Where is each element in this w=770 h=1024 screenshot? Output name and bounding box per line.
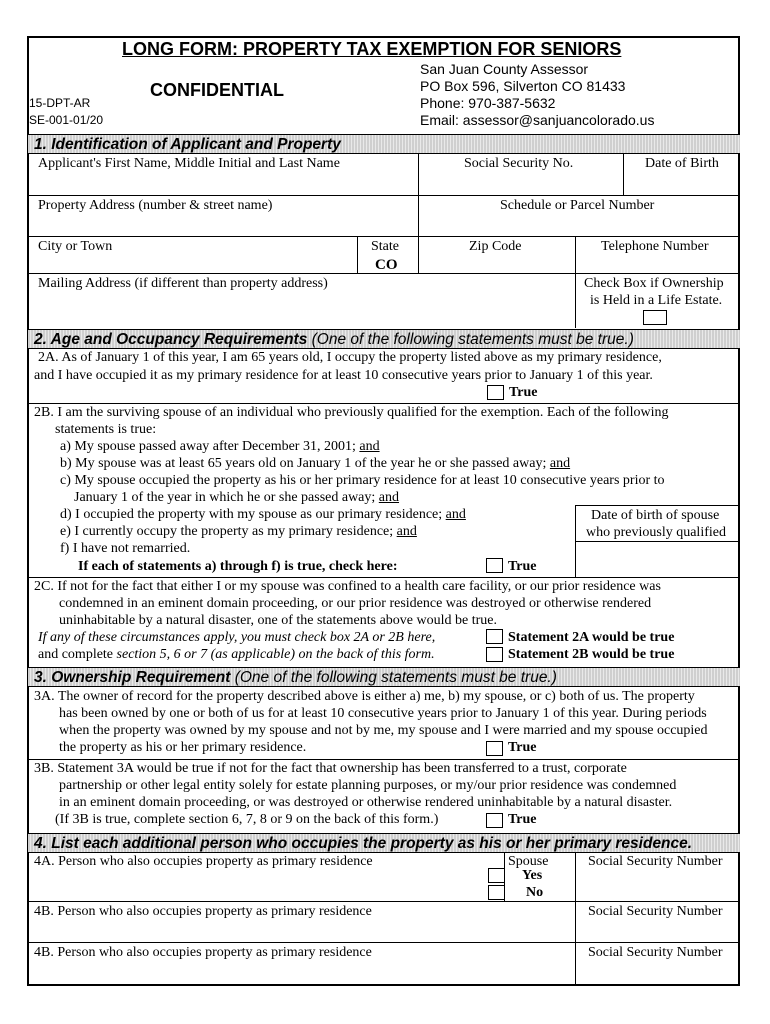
section2-heading-rest: (One of the following statements must be true.)	[307, 331, 634, 348]
s2b-a: a) My spouse passed away after December 31, 2001; and	[60, 439, 380, 454]
s2b-d: d) I occupied the property with my spouse as our primary residence; and	[60, 507, 466, 522]
confidential-label: CONFIDENTIAL	[150, 80, 284, 100]
applicant-name-field[interactable]: Applicant's First Name, Middle Initial and Last Name	[38, 156, 340, 171]
row-4b-person-field[interactable]: 4B. Person who also occupies property as primary residence	[34, 904, 372, 919]
s3b-true-label: True	[508, 812, 537, 827]
ssn-field[interactable]: Social Security No.	[464, 156, 574, 171]
s3b-true-checkbox[interactable]	[486, 813, 503, 828]
spouse-no-checkbox[interactable]	[488, 885, 505, 900]
s3b-line2: partnership or other legal entity solely for estate planning purposes, or my/our prior residence was condemned	[59, 778, 677, 793]
section1-heading-text: 1. Identification of Applicant and Property	[34, 136, 341, 153]
spouse-label: Spouse	[508, 854, 549, 869]
s3a-line2: has been owned by one or both of us for at least 10 consecutive years prior to January 1 of this year. During periods	[59, 706, 707, 721]
s2b-check-instruction: If each of statements a) through f) is true, check here:	[78, 559, 398, 574]
s2a-line2: and I have occupied it as my primary residence for at least 10 consecutive years prior to January 1 of this year.	[34, 368, 653, 383]
form-title: LONG FORM: PROPERTY TAX EXEMPTION FOR SENIORS	[122, 39, 622, 59]
s2c-line2: condemned in an eminent domain proceeding, or our prior residence was destroyed or otherwise rendered	[59, 596, 652, 611]
s3b-line4: (If 3B is true, complete section 6, 7, 8 or 9 on the back of this form.)	[55, 812, 439, 827]
spouse-no-label: No	[526, 885, 544, 900]
s2a-true-label: True	[509, 385, 538, 400]
row-4b2-person-field[interactable]: 4B. Person who also occupies property as primary residence	[34, 945, 372, 960]
s3a-line3: when the property was owned by my spouse and not by me, my spouse and I were married and my spouse occupied	[59, 723, 708, 738]
s2a-true-checkbox[interactable]	[487, 385, 504, 400]
s2c-note2: and complete section 5, 6 or 7 (as applicable) on the back of this form.	[38, 647, 435, 662]
s2b-b: b) My spouse was at least 65 years old on January 1 of the year he or she passed away; and	[60, 456, 571, 471]
s2b-e: e) I currently occupy the property as my primary residence; and	[60, 524, 417, 539]
stmt-2b-label: Statement 2B would be true	[508, 647, 675, 662]
assessor-address: PO Box 596, Silverton CO 81433	[420, 78, 626, 94]
section4-heading	[28, 833, 740, 853]
assessor-phone: Phone: 970-387-5632	[420, 95, 556, 111]
dob-field[interactable]: Date of Birth	[645, 156, 719, 171]
stmt-2b-checkbox[interactable]	[486, 647, 503, 662]
s3b-line3: in an eminent domain proceeding, or was destroyed or otherwise rendered uninhabitable by a natural disaster.	[59, 795, 673, 810]
section3-heading	[28, 667, 740, 687]
s2c-note1: If any of these circumstances apply, you must check box 2A or 2B here,	[38, 630, 436, 645]
s3a-true-label: True	[508, 740, 537, 755]
s2a-line1: 2A. As of January 1 of this year, I am 65 years old, I occupy the property listed above as my primary residence,	[38, 350, 662, 365]
assessor-name: San Juan County Assessor	[420, 61, 589, 77]
property-address-field[interactable]: Property Address (number & street name)	[38, 198, 273, 213]
row-4b-ssn-field[interactable]: Social Security Number	[588, 904, 723, 919]
s2b-true-checkbox[interactable]	[486, 558, 503, 573]
section3-heading-rest: (One of the following statements must be true.)	[230, 669, 557, 686]
s3b-line1: 3B. Statement 3A would be true if not for the fact that ownership has been transferred to a trust, corporate	[34, 761, 627, 776]
mailing-address-field[interactable]: Mailing Address (if different than property address)	[38, 276, 328, 291]
row-4a-person-field[interactable]: 4A. Person who also occupies property as primary residence	[34, 854, 373, 869]
s2b-c2: January 1 of the year in which he or she passed away; and	[74, 490, 400, 505]
s2b-line1: 2B. I am the surviving spouse of an individual who previously qualified for the exemption. Each of the following	[34, 405, 669, 420]
zip-field[interactable]: Zip Code	[469, 239, 522, 254]
life-estate-checkbox[interactable]	[643, 310, 667, 325]
section2-heading-bold: 2. Age and Occupancy Requirements	[34, 331, 308, 348]
life-estate-label-1: Check Box if Ownership	[584, 276, 724, 291]
s3a-line1: 3A. The owner of record for the property described above is either a) me, b) my spouse, or c) both of us. The property	[34, 689, 695, 704]
parcel-number-field[interactable]: Schedule or Parcel Number	[500, 198, 655, 213]
spouse-dob-label-2: who previously qualified	[586, 525, 726, 540]
s3a-true-checkbox[interactable]	[486, 741, 503, 756]
s2b-f: f) I have not remarried.	[60, 541, 191, 556]
city-field[interactable]: City or Town	[38, 239, 113, 254]
spouse-dob-field[interactable]	[577, 543, 739, 576]
section4-heading-text: 4. List each additional person who occupies the property as his or her primary residence.	[34, 835, 693, 852]
s2c-line3: uninhabitable by a natural disaster, one of the statements above would be true.	[59, 613, 497, 628]
s2b-true-label: True	[508, 559, 537, 574]
life-estate-label-2: is Held in a Life Estate.	[590, 293, 723, 308]
state-field-value[interactable]: CO	[375, 257, 398, 273]
spouse-yes-checkbox[interactable]	[488, 868, 505, 883]
state-field-label: State	[371, 239, 399, 254]
stmt-2a-label: Statement 2A would be true	[508, 630, 675, 645]
s2b-c1: c) My spouse occupied the property as his or her primary residence for at least 10 consecutive years prior to	[60, 473, 665, 488]
s2c-line1: 2C. If not for the fact that either I or my spouse was confined to a health care facility, or our prior residence was	[34, 579, 661, 594]
form-code-1: 15-DPT-AR	[29, 96, 91, 110]
telephone-field[interactable]: Telephone Number	[601, 239, 709, 254]
row-4a-ssn-field[interactable]: Social Security Number	[588, 854, 723, 869]
section2-heading	[28, 329, 740, 349]
form-code-2: SE-001-01/20	[29, 113, 104, 127]
assessor-email[interactable]: Email: assessor@sanjuancolorado.us	[420, 112, 655, 128]
s2b-line2: statements is true:	[55, 422, 157, 437]
stmt-2a-checkbox[interactable]	[486, 629, 503, 644]
row-4b2-ssn-field[interactable]: Social Security Number	[588, 945, 723, 960]
spouse-dob-label-1: Date of birth of spouse	[591, 508, 720, 523]
s3a-line4: the property as his or her primary residence.	[59, 740, 307, 755]
section1-heading	[28, 134, 740, 154]
section3-heading-bold: 3. Ownership Requirement	[34, 669, 231, 686]
spouse-yes-label: Yes	[522, 868, 543, 883]
